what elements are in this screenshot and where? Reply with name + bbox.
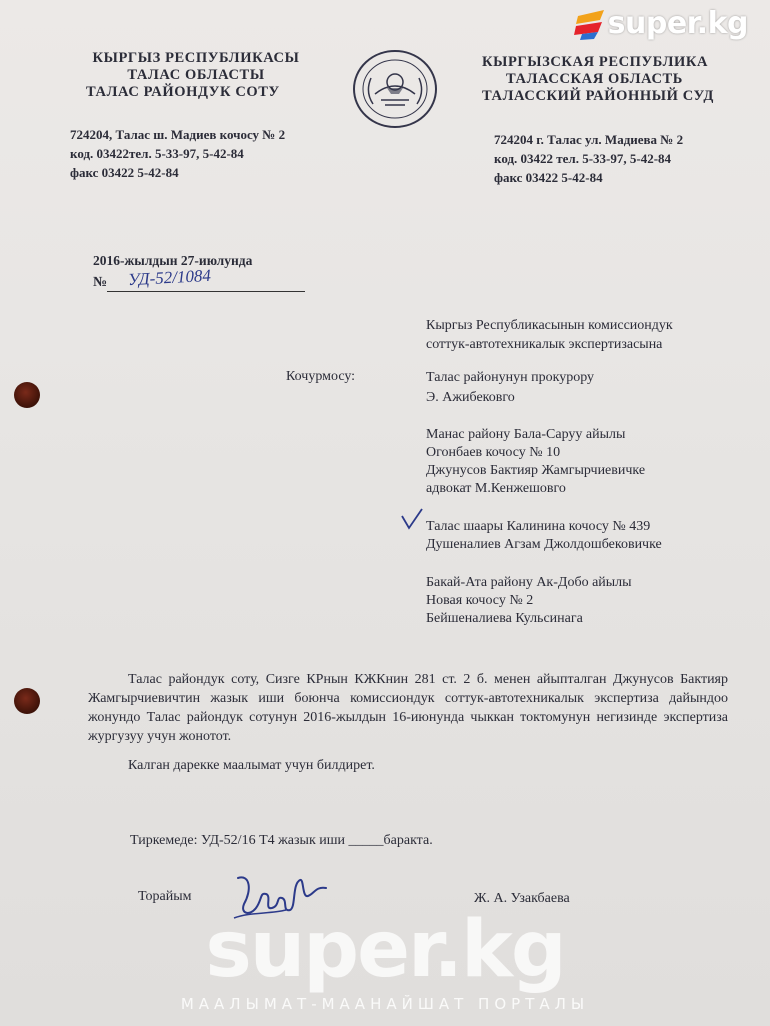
copy-2-line2: Огонбаев кочосу № 10: [426, 445, 561, 460]
address-right-line2: код. 03422 тел. 5-33-97, 5-42-84: [494, 151, 672, 166]
addressee-line1: Кыргыз Республикасынын комиссиондук: [426, 318, 673, 333]
addressee: [426, 316, 673, 354]
header-right: [482, 54, 742, 105]
watermark-text: super.kg: [205, 905, 565, 995]
header-left-line1: КЫРГЫЗ РЕСПУБЛИКАСЫ: [92, 50, 300, 66]
body-paragraph-2: [88, 756, 728, 775]
copy-recipient-1: [426, 368, 594, 408]
document-date: 2016-жылдын 27-июлунда: [93, 253, 253, 268]
signer-name: Ж. А. Узакбаева: [474, 891, 570, 906]
address-left-line2: код. 03422тел. 5-33-97, 5-42-84: [70, 146, 244, 161]
punch-hole-top: [14, 382, 40, 408]
logo-text: super.kg: [607, 6, 748, 41]
watermark-subtitle: МААЛЫМАТ-МААНАЙШАТ ПОРТАЛЫ: [180, 995, 590, 1013]
copy-1-line2: Э. Ажибековго: [426, 390, 515, 405]
address-left-line3: факс 03422 5-42-84: [70, 165, 179, 180]
number-prefix: №: [93, 275, 108, 290]
body-text-1: Талас райондук соту, Сизге КРнын КЖКнин 281 ст. 2 б. менен айыпталган Джунусов Бактияр Жамгырчиевичтин жазык иши боюнча комиссиондук соттук-автотехникалык экспертиза дайындоо жонундо Талас райондук сотунун 2016-жылдын 16-июнунда чыккан токтомунун негизинде экспертиза жургузуу учун жонотот.: [88, 672, 728, 744]
header-left: [86, 50, 306, 101]
copy-recipient-3: [426, 518, 662, 554]
copy-3-line1: Талас шаары Калинина кочосу № 439: [426, 519, 651, 534]
body-paragraph-1: [88, 670, 728, 746]
handwritten-number: УД-52/1084: [127, 265, 212, 290]
copy-1-line1: Талас районунун прокурору: [426, 370, 595, 385]
copy-recipient-2: [426, 426, 645, 498]
address-right-line1: 724204 г. Талас ул. Мадиева № 2: [494, 132, 684, 147]
punch-hole-bottom: [14, 688, 40, 714]
address-left: [70, 125, 285, 182]
signer-title: Торайым: [138, 889, 192, 904]
header-right-line3: ТАЛАССКИЙ РАЙОННЫЙ СУД: [482, 88, 714, 104]
body-text-2: Калган дарекке маалымат учун билдирет.: [128, 758, 375, 773]
address-right-line3: факс 03422 5-42-84: [494, 170, 603, 185]
copy-recipient-4: [426, 574, 632, 628]
super-kg-logo: [574, 6, 748, 41]
state-emblem-icon: [351, 48, 439, 130]
number-underline: [107, 291, 305, 292]
copy-4-line3: Бейшеналиева Кульсинага: [426, 611, 583, 626]
checkmark-icon: [400, 508, 424, 530]
header-left-line3: ТАЛАС РАЙОНДУК СОТУ: [86, 84, 280, 100]
attachment-line: Тиркемеде: УД-52/16 Т4 жазык иши _____баракта.: [130, 833, 433, 848]
copy-4-line2: Новая кочосу № 2: [426, 593, 534, 608]
header-left-line2: ТАЛАС ОБЛАСТЫ: [127, 67, 265, 83]
address-right: [494, 130, 683, 187]
copy-3-line2: Душеналиев Агзам Джолдошбековичке: [426, 537, 662, 552]
logo-mark-icon: [574, 8, 608, 40]
copy-label: Кочурмосу:: [286, 369, 356, 384]
copy-4-line1: Бакай-Ата району Ак-Добо айылы: [426, 575, 632, 590]
copy-2-line1: Манас району Бала-Саруу айылы: [426, 427, 626, 442]
copy-2-line4: адвокат М.Кенжешовго: [426, 481, 566, 496]
header-right-line2: ТАЛАССКАЯ ОБЛАСТЬ: [506, 71, 683, 87]
copy-2-line3: Джунусов Бактияр Жамгырчиевичке: [426, 463, 646, 478]
header-right-line1: КЫРГЫЗСКАЯ РЕСПУБЛИКА: [482, 54, 709, 70]
addressee-line2: соттук-автотехникалык экспертизасына: [426, 337, 663, 352]
address-left-line1: 724204, Талас ш. Мадиев кочосу № 2: [70, 127, 286, 142]
